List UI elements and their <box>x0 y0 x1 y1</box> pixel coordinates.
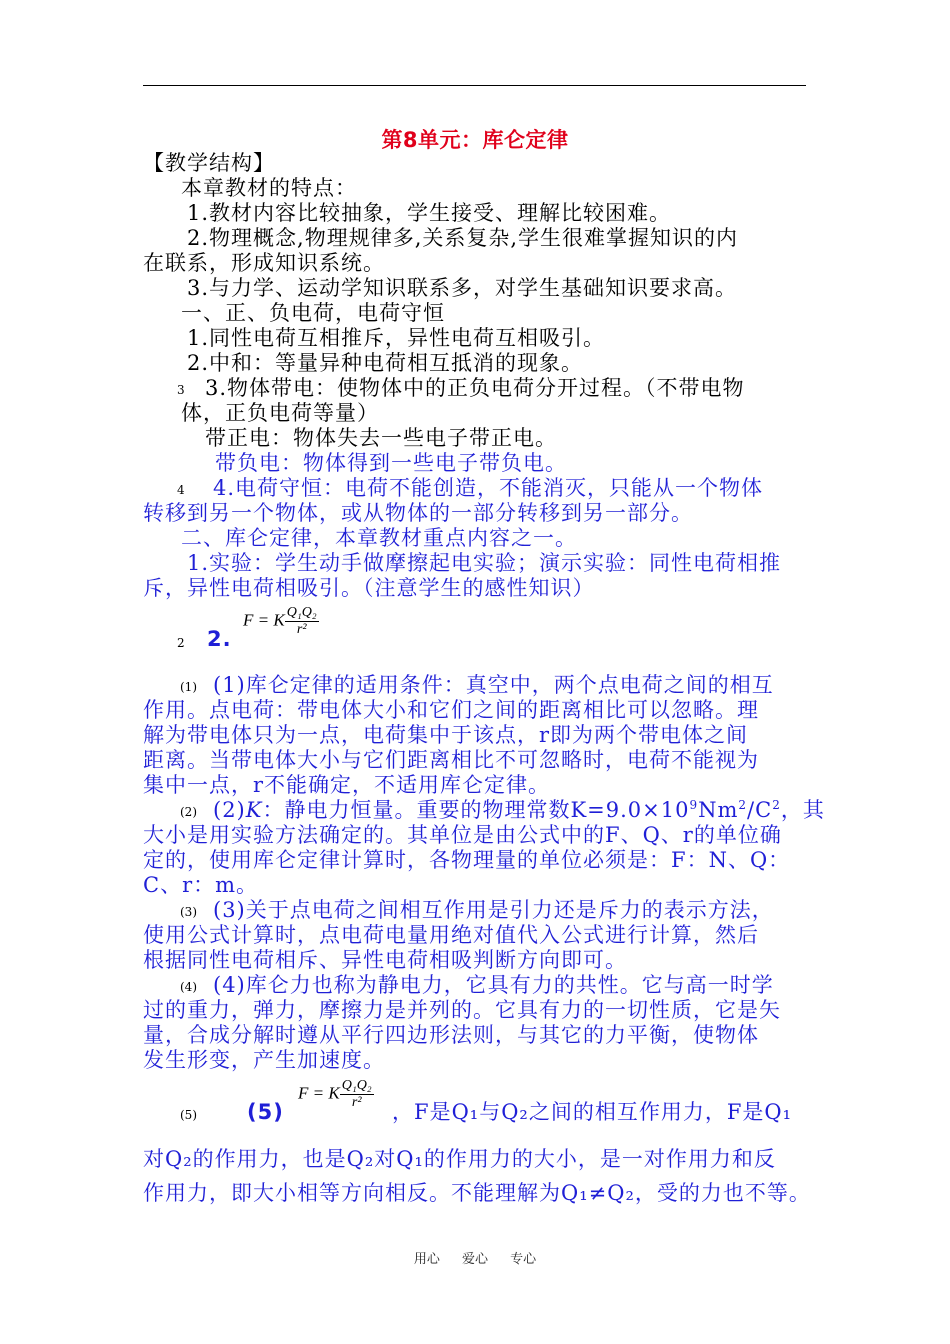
formula2-numerator: Q₁Q₂ <box>341 1078 372 1093</box>
positive-charge-line: 带正电：物体失去一些电子带正电。 <box>205 426 557 450</box>
formula2-eq: = <box>308 1083 329 1103</box>
list-marker-p4: (4) <box>180 980 197 994</box>
para-2b: 大小是用实验方法确定的。其单位是由公式中的F、Q、r的单位确 <box>143 823 782 847</box>
feature-3: 3.与力学、运动学知识联系多，对学生基础知识要求高。 <box>187 276 738 300</box>
structure-heading: 【教学结构】 <box>143 151 275 175</box>
formula-denominator: r² <box>296 622 307 637</box>
formula2-fraction <box>340 1078 374 1111</box>
para-2a <box>213 797 825 823</box>
formula-fraction <box>285 605 319 638</box>
formula2-k: K <box>328 1083 340 1103</box>
coulomb-formula <box>243 605 319 638</box>
para-2c: 定的，使用库仑定律计算时，各物理量的单位必须是：F：N、Q： <box>143 848 791 872</box>
list-marker-p5: (5) <box>180 1108 197 1122</box>
para-2a-val: K=9.0×10 <box>570 798 690 822</box>
para-2a-mid: ：静电力恒量。重要的物理常数 <box>262 798 571 822</box>
para-3b: 使用公式计算时，点电荷电量用绝对值代入公式进行计算，然后 <box>143 923 759 947</box>
list-marker-4: 4 <box>177 483 185 497</box>
para-1d: 距离。当带电体大小与它们距离相比不可忽略时，电荷不能视为 <box>143 748 759 772</box>
para-2a-end: ，其 <box>780 798 825 822</box>
formula-lhs: F <box>243 610 254 630</box>
feature-2a: 2.物理概念,物理规律多,关系复杂,学生很难掌握知识的内 <box>187 226 739 250</box>
section-1-item-1: 1.同性电荷互相推斥，异性电荷互相吸引。 <box>187 326 606 350</box>
formula2-lhs: F <box>298 1083 309 1103</box>
para-1a: (1)库仑定律的适用条件：真空中，两个点电荷之间的相互 <box>213 673 774 697</box>
para-5a: ，F是Q₁与Q₂之间的相互作用力，F是Q₁ <box>392 1100 793 1124</box>
para-4c: 量，合成分解时遵从平行四边形法则，与其它的力平衡，使物体 <box>143 1023 759 1047</box>
para-2a-unit-exp: 2 <box>738 798 748 812</box>
page-footer: 用心 爱心 专心 <box>413 1252 537 1267</box>
para-2a-exp: 9 <box>689 798 699 812</box>
formula-numerator: Q₁Q₂ <box>286 605 317 620</box>
para-5c: 作用力，即大小相等方向相反。不能理解为Q₁≠Q₂，受的力也不等。 <box>143 1181 811 1205</box>
feature-2b: 在联系，形成知识系统。 <box>143 251 385 275</box>
section-2-item-1a: 1.实验：学生动手做摩擦起电实验；演示实验：同性电荷相推 <box>187 551 782 575</box>
para-4a: (4)库仑力也称为静电力，它具有力的共性。它与高一时学 <box>213 973 774 997</box>
para-3a: (3)关于点电荷之间相互作用是引力还是斥力的表示方法， <box>213 898 774 922</box>
page-title: 第8单元：库仑定律 <box>381 128 569 152</box>
para-5-label: (5) <box>247 1100 284 1124</box>
formula2-denominator: r² <box>351 1095 362 1110</box>
formula-k: K <box>273 610 285 630</box>
coulomb-formula-2 <box>298 1078 374 1111</box>
list-marker-3: 3 <box>177 383 185 397</box>
para-2a-unit2-exp: 2 <box>772 798 781 812</box>
section-1-item-3a: 3.物体带电：使物体中的正负电荷分开过程。（不带电物 <box>205 376 745 400</box>
section-1-item-3b: 体，正负电荷等量） <box>181 401 379 425</box>
features-heading: 本章教材的特点： <box>181 176 357 200</box>
list-marker-p3: (3) <box>180 905 197 919</box>
para-2a-pre: (2) <box>213 798 246 822</box>
para-3c: 根据同性电荷相斥、异性电荷相吸判断方向即可。 <box>143 948 627 972</box>
negative-charge-line: 带负电：物体得到一些电子带负电。 <box>215 451 567 475</box>
list-marker-p1: (1) <box>180 680 197 694</box>
list-marker-p2: (2) <box>180 805 197 819</box>
section-2-item-2-label: 2. <box>207 627 232 651</box>
para-4b: 过的重力，弹力，摩擦力是并列的。它具有力的一切性质，它是矢 <box>143 998 781 1022</box>
section-1-heading: 一、正、负电荷，电荷守恒 <box>181 301 445 325</box>
para-1b: 作用。点电荷：带电体大小和它们之间的距离相比可以忽略。理 <box>143 698 759 722</box>
para-2a-unit2: /C <box>747 798 773 822</box>
section-2-heading: 二、库仑定律，本章教材重点内容之一。 <box>181 526 577 550</box>
feature-1: 1.教材内容比较抽象，学生接受、理解比较困难。 <box>187 201 672 225</box>
section-1-item-4b: 转移到另一个物体，或从物体的一部分转移到另一部分。 <box>143 501 693 525</box>
list-marker-2: 2 <box>177 636 185 650</box>
para-1c: 解为带电体只为一点，电荷集中于该点，r即为两个带电体之间 <box>143 723 749 747</box>
para-2d: C、r：m。 <box>143 873 259 897</box>
para-2a-unit: Nm <box>698 798 739 822</box>
header-rule <box>143 85 806 86</box>
para-4d: 发生形变，产生加速度。 <box>143 1048 385 1072</box>
section-1-item-4a: 4.电荷守恒：电荷不能创造，不能消灭，只能从一个物体 <box>213 476 764 500</box>
formula-eq: = <box>253 610 274 630</box>
para-1e: 集中一点，r不能确定，不适用库仑定律。 <box>143 773 551 797</box>
section-1-item-2: 2.中和：等量异种电荷相互抵消的现象。 <box>187 351 584 375</box>
para-5b: 对Q₂的作用力，也是Q₂对Q₁的作用力的大小，是一对作用力和反 <box>143 1147 776 1171</box>
section-2-item-1b: 斥，异性电荷相吸引。（注意学生的感性知识） <box>143 576 595 600</box>
para-2a-k: K <box>245 798 263 822</box>
